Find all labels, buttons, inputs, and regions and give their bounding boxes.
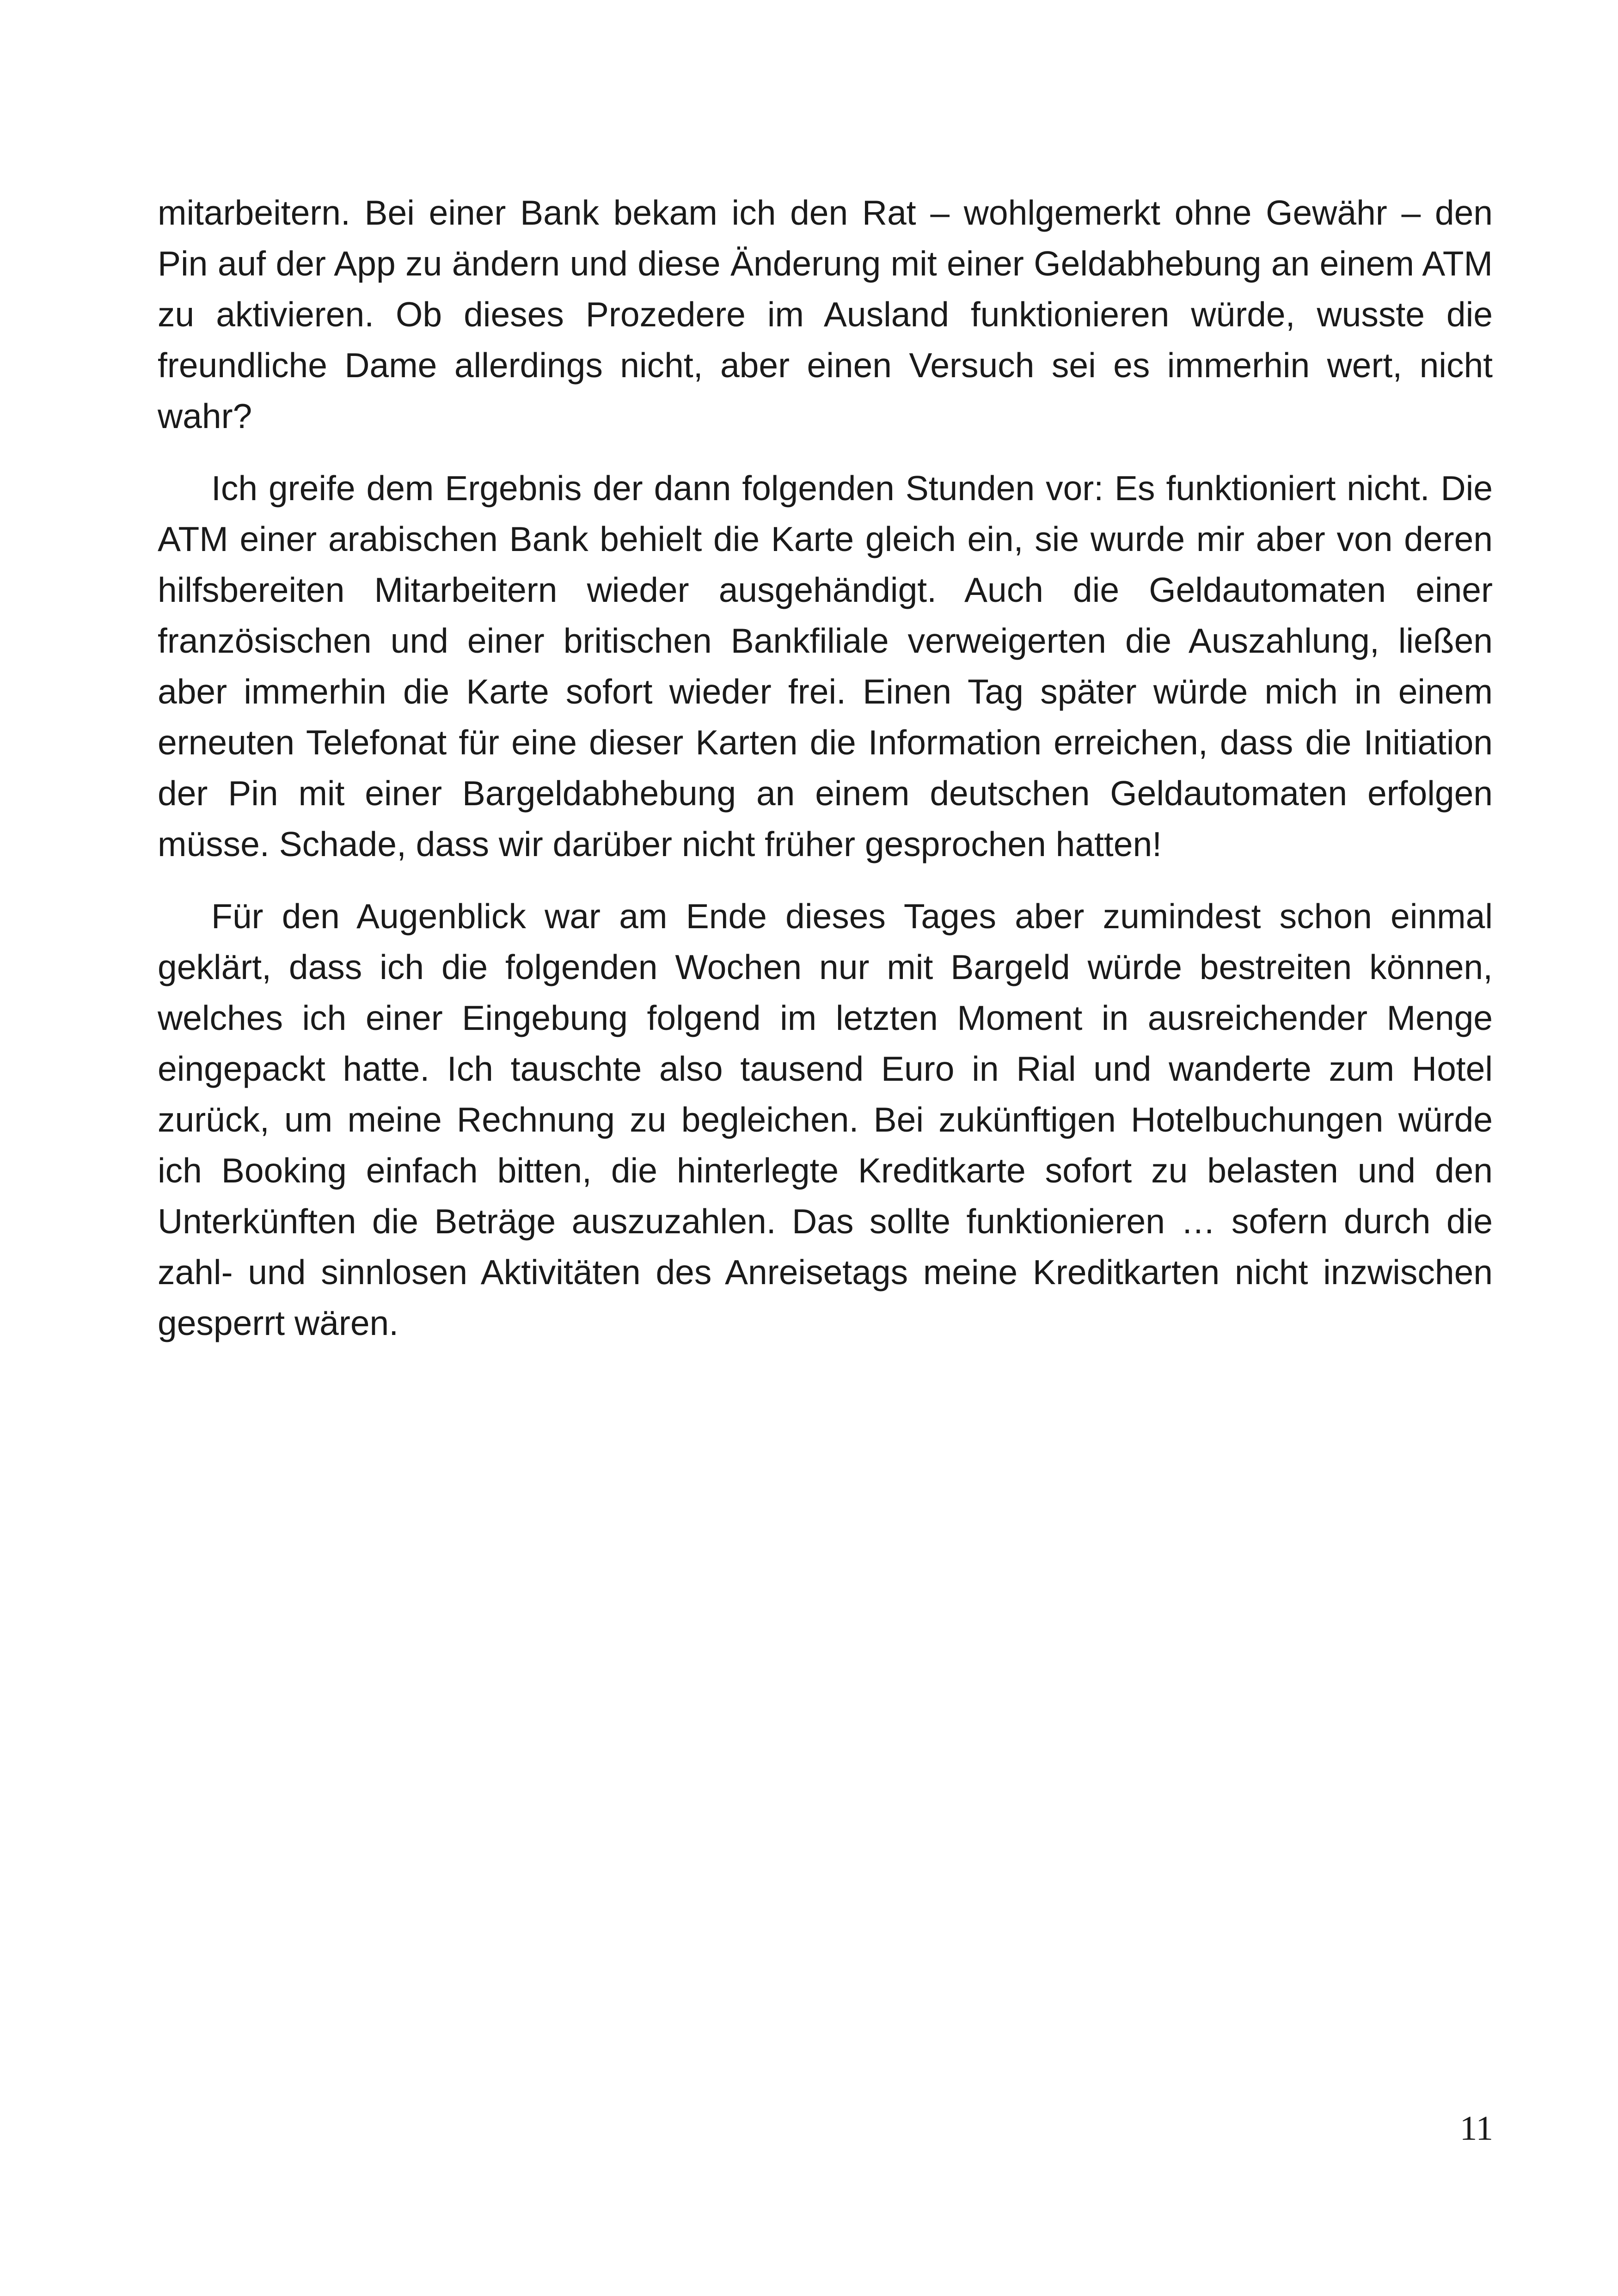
page-number: 11 bbox=[1459, 2109, 1493, 2148]
body-text bbox=[158, 187, 1493, 1370]
paragraph-1: mitarbeitern. Bei einer Bank bekam ich den Rat – wohlgemerkt ohne Gewähr – den Pin auf der App zu ändern und diese Änderung mit einer Geldabhebung an einem ATM zu aktivieren. Ob dieses Prozedere im Ausland funktionieren würde, wusste die freundliche Dame allerdings nicht, aber einen Versuch sei es immerhin wert, nicht wahr? bbox=[158, 193, 1493, 435]
paragraph-3: Für den Augenblick war am Ende dieses Tages aber zumindest schon einmal geklärt, dass ich die folgenden Wochen nur mit Bargeld würde bestreiten können, welches ich einer Eingebung folgend im letzten Moment in ausreichender Menge eingepackt hatte. Ich tauschte also tausend Euro in Rial und wanderte zum Hotel zurück, um meine Rechnung zu begleichen. Bei zukünftigen Hotelbuchungen würde ich Booking einfach bitten, die hinterlegte Kreditkarte sofort zu belasten und den Unterkünften die Beträge auszuzahlen. Das sollte funktionieren … sofern durch die zahl- und sinnlosen Aktivitäten des Anreisetags meine Kreditkarten nicht inzwischen gesperrt wären. bbox=[158, 897, 1493, 1342]
paragraph-2: Ich greife dem Ergebnis der dann folgenden Stunden vor: Es funktioniert nicht. Die ATM einer arabischen Bank behielt die Karte gleich ein, sie wurde mir aber von deren hilfsbereiten Mitarbeitern wieder ausgehändigt. Auch die Geldautomaten einer französischen und einer britischen Bankfiliale verweigerten die Auszahlung, ließen aber immerhin die Karte sofort wieder frei. Einen Tag später würde mich in einem erneuten Telefonat für eine dieser Karten die Information erreichen, dass die Initiation der Pin mit einer Bargeldabhebung an einem deutschen Geldautomaten erfolgen müsse. Schade, dass wir darüber nicht früher gesprochen hatten! bbox=[158, 469, 1493, 863]
